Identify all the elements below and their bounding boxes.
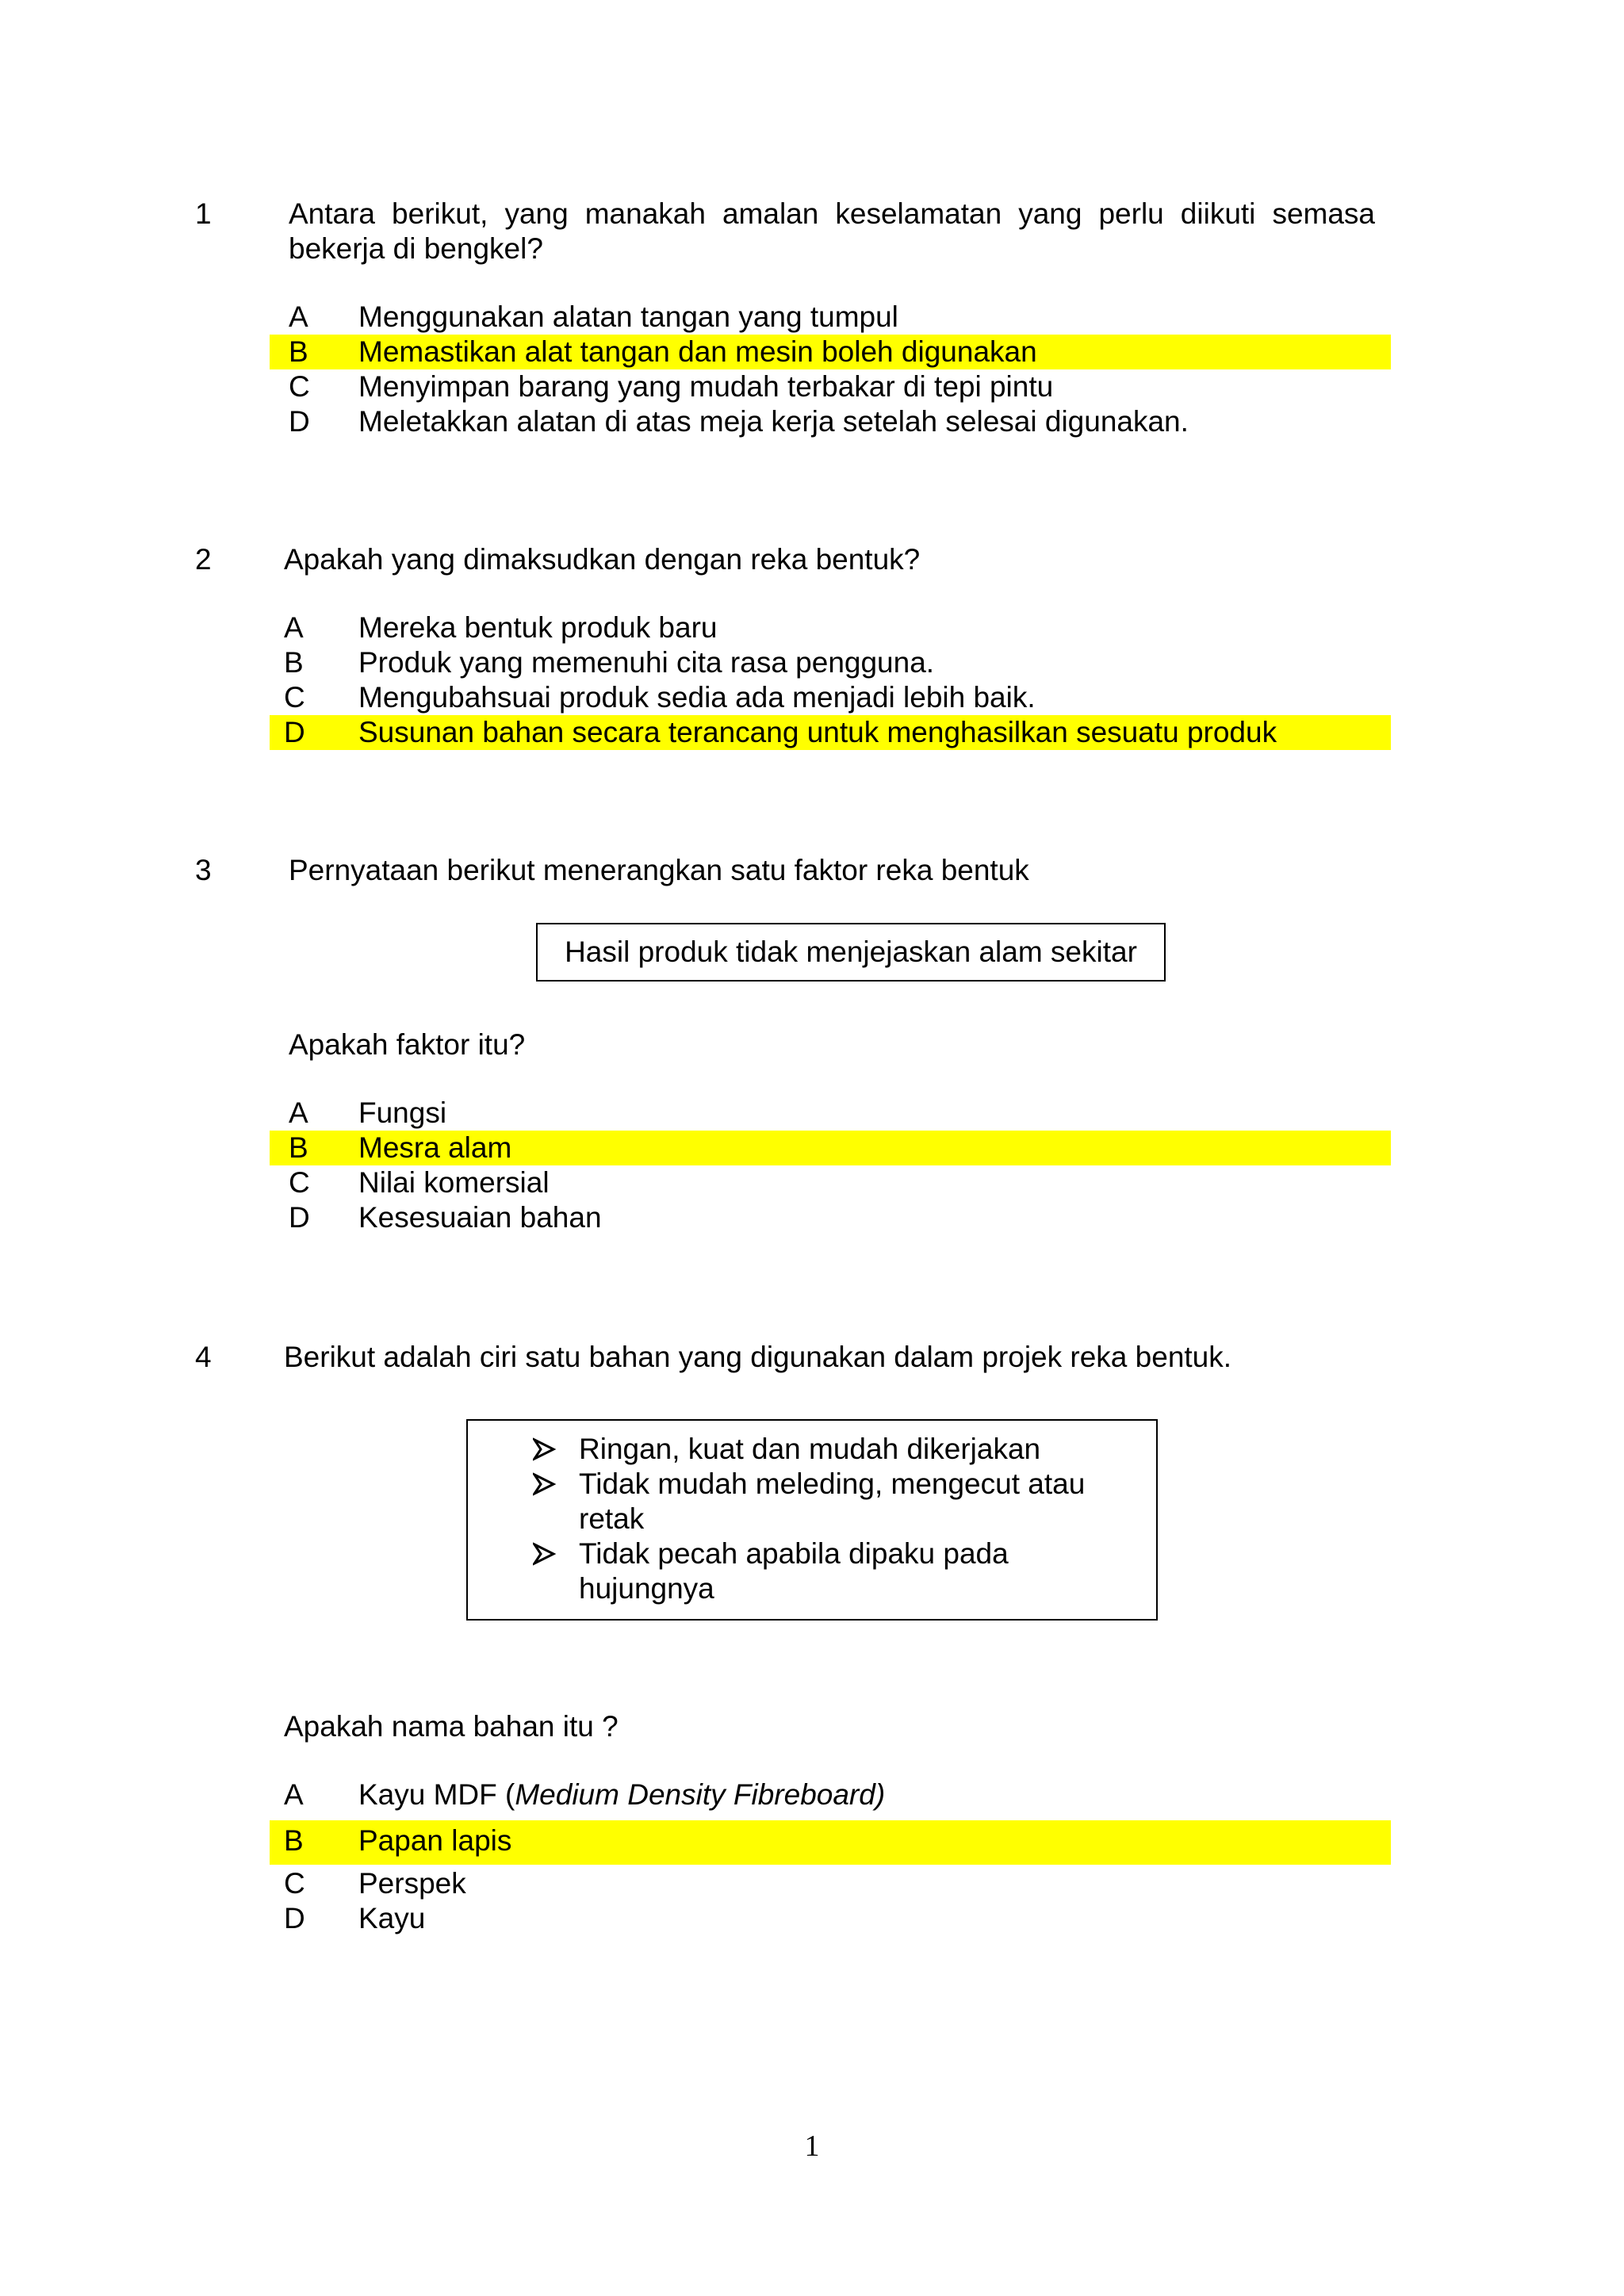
option-letter: B <box>289 335 308 368</box>
question-prompt: Apakah faktor itu? <box>289 1028 526 1061</box>
option-c <box>270 1165 1391 1200</box>
option-text-prefix: Kayu MDF ( <box>358 1778 515 1811</box>
arrow-bullet-icon <box>533 1536 557 1571</box>
option-d <box>270 1200 1391 1235</box>
option-a <box>270 300 1391 335</box>
question-text-line: Antara berikut, yang manakah amalan keselamatan yang perlu diikuti semasa <box>289 197 1375 230</box>
option-c <box>270 1866 1391 1901</box>
option-letter: A <box>284 1778 304 1811</box>
option-letter: B <box>289 1131 308 1164</box>
arrow-bullet-icon <box>533 1467 557 1502</box>
option-letter: C <box>289 1166 310 1199</box>
option-text: Perspek <box>358 1867 466 1900</box>
option-letter: B <box>284 646 304 679</box>
option-c <box>270 680 1391 715</box>
question-text-continued: bekerja di bengkel? <box>289 232 543 265</box>
question-text: Apakah yang dimaksudkan dengan reka bentuk? <box>284 543 921 576</box>
option-letter: C <box>284 1867 305 1900</box>
option-letter: A <box>289 1096 308 1129</box>
question-number: 1 <box>195 197 212 230</box>
option-text: Papan lapis <box>358 1824 512 1857</box>
option-text <box>358 1777 885 1812</box>
statement-box <box>536 923 1166 982</box>
option-letter: D <box>284 1902 305 1934</box>
option-text-italic: Medium Density Fibreboard) <box>515 1778 886 1811</box>
page-number: 1 <box>804 2130 820 2163</box>
option-letter: A <box>284 611 304 644</box>
arrow-bullet-icon <box>533 1432 557 1467</box>
option-text: Kayu <box>358 1902 426 1934</box>
option-text: Fungsi <box>358 1096 447 1129</box>
option-text: Susunan bahan secara terancang untuk menghasilkan sesuatu produk <box>358 716 1277 748</box>
characteristics-box <box>466 1419 1158 1621</box>
option-b-highlighted <box>270 335 1391 369</box>
question-number: 4 <box>195 1341 212 1373</box>
option-text: Produk yang memenuhi cita rasa pengguna. <box>358 646 935 679</box>
option-text: Meletakkan alatan di atas meja kerja setelah selesai digunakan. <box>358 405 1189 438</box>
option-letter: A <box>289 300 308 333</box>
option-d-highlighted <box>270 715 1391 750</box>
question-text: Berikut adalah ciri satu bahan yang digunakan dalam projek reka bentuk. <box>284 1341 1232 1373</box>
option-text: Kesesuaian bahan <box>358 1201 602 1234</box>
option-text: Memastikan alat tangan dan mesin boleh digunakan <box>358 335 1037 368</box>
option-b <box>270 645 1391 680</box>
option-letter: B <box>284 1824 304 1857</box>
option-letter: D <box>289 405 310 438</box>
option-a <box>270 1096 1391 1131</box>
question-number: 2 <box>195 543 212 576</box>
option-text: Menyimpan barang yang mudah terbakar di tepi pintu <box>358 370 1054 403</box>
statement-text: Hasil produk tidak menjejaskan alam sekitar <box>565 936 1137 968</box>
question-number: 3 <box>195 854 212 886</box>
option-text: Mesra alam <box>358 1131 512 1164</box>
option-d <box>270 1901 1391 1936</box>
option-letter: C <box>284 681 305 714</box>
option-letter: C <box>289 370 310 403</box>
option-letter: D <box>284 716 305 748</box>
option-a <box>270 1777 1391 1812</box>
bullet-text: Tidak pecah apabila dipaku pada hujungnya <box>579 1537 1009 1605</box>
option-d <box>270 404 1391 439</box>
option-text: Nilai komersial <box>358 1166 550 1199</box>
option-b-highlighted <box>270 1131 1391 1165</box>
question-text: Pernyataan berikut menerangkan satu faktor reka bentuk <box>289 854 1029 886</box>
option-c <box>270 369 1391 404</box>
option-text: Mengubahsuai produk sedia ada menjadi lebih baik. <box>358 681 1036 714</box>
option-text: Menggunakan alatan tangan yang tumpul <box>358 300 898 333</box>
question-prompt: Apakah nama bahan itu ? <box>284 1710 619 1743</box>
option-text: Mereka bentuk produk baru <box>358 611 718 644</box>
question-text <box>289 197 1375 232</box>
option-letter: D <box>289 1201 310 1234</box>
bullet-text: Ringan, kuat dan mudah dikerjakan <box>579 1433 1041 1465</box>
option-b-highlighted <box>270 1820 1391 1865</box>
option-a <box>270 610 1391 645</box>
bullet-text: Tidak mudah meleding, mengecut atau retak <box>579 1468 1086 1535</box>
